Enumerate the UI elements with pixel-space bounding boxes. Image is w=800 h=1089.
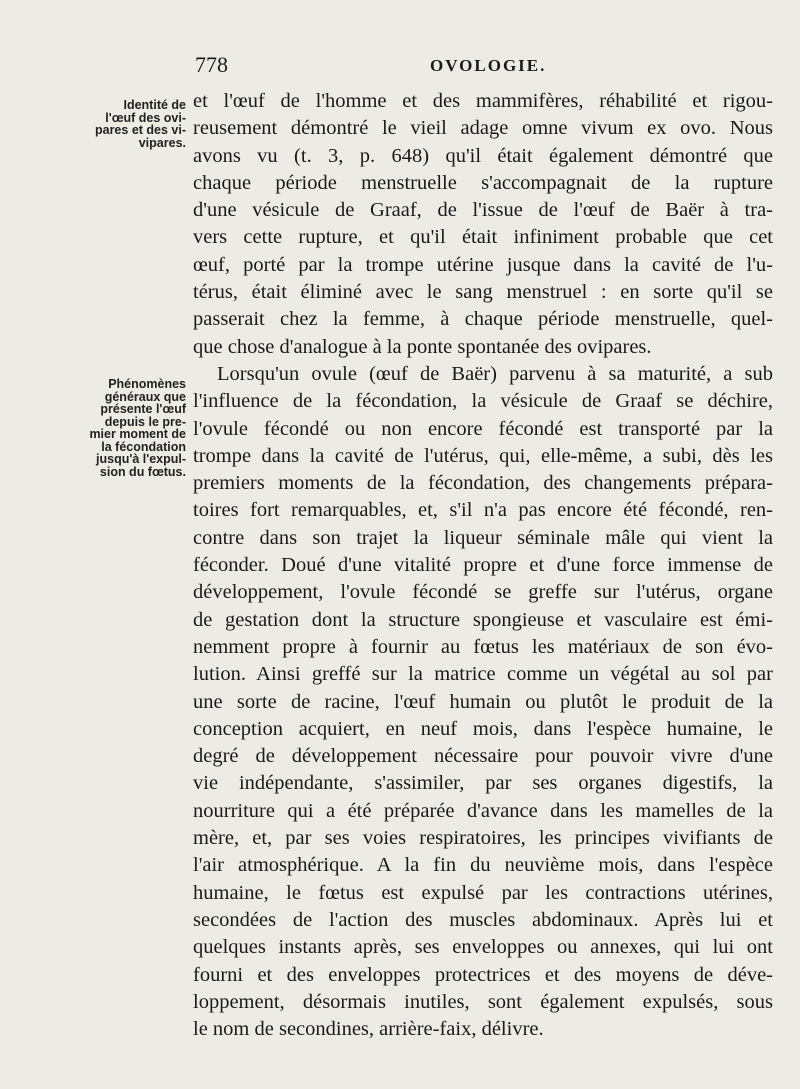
- text-line: fourni et des enveloppes protectrices et des moyens de déve-: [193, 963, 773, 986]
- text-line: d'une vésicule de Graaf, de l'issue de l'œuf de Baër à tra-: [193, 199, 773, 222]
- text-line: l'ovule fécondé ou non encore fécondé est transporté par la: [193, 417, 773, 440]
- margin-note-line: vipares.: [138, 135, 186, 150]
- margin-note-line: Identité de: [123, 98, 186, 112]
- margin-note-line: l'œuf des ovi-: [105, 110, 186, 125]
- margin-note-identity: [76, 99, 186, 149]
- margin-note-phenomena: [76, 378, 186, 478]
- running-title: OVOLOGIE.: [430, 56, 547, 75]
- text-line: de gestation dont la structure spongieuse et vasculaire est émi-: [193, 608, 773, 631]
- text-line: nourriture qui a été préparée d'avance dans les mamelles de la: [193, 799, 773, 822]
- margin-note-line: généraux que: [104, 389, 186, 404]
- margin-note-line: pares et des vi-: [94, 123, 186, 137]
- text-line: vers cette rupture, et qu'il était infiniment probable que cet: [193, 226, 773, 249]
- text-line: quelques instants après, ses enveloppes ou annexes, qui lui ont: [193, 936, 773, 959]
- margin-note-line: mier moment de: [89, 427, 186, 441]
- margin-note-line: depuis le pre-: [104, 414, 186, 429]
- text-line: passerait chez la femme, à chaque période menstruelle, quel-: [193, 308, 773, 331]
- text-line: secondées de l'action des muscles abdominaux. Après lui et: [193, 908, 773, 931]
- text-line: féconder. Doué d'une vitalité propre et d'une force immense de: [193, 554, 773, 577]
- text-line: l'air atmosphérique. A la fin du neuvième mois, dans l'espèce: [193, 854, 773, 877]
- text-line: conception acquiert, en neuf mois, dans l'espèce humaine, le: [193, 717, 773, 740]
- text-line: humaine, le fœtus est expulsé par les contractions utérines,: [193, 881, 773, 904]
- body-text: [193, 88, 773, 1043]
- margin-note-line: présente l'œuf: [100, 402, 186, 416]
- text-line: nemment propre à fournir au fœtus les matériaux de son évo-: [193, 635, 773, 658]
- text-line: avons vu (t. 3, p. 648) qu'il était également démontré que: [193, 144, 773, 167]
- text-line: développement, l'ovule fécondé se greffe sur l'utérus, organe: [193, 581, 773, 604]
- text-line: reusement démontré le vieil adage omne vivum ex ovo. Nous: [193, 117, 773, 140]
- page-header: [195, 52, 785, 82]
- margin-note-line: sion du fœtus.: [99, 464, 186, 479]
- text-line: trompe dans la cavité de l'utérus, qui, elle-même, a subi, dès les: [193, 444, 773, 467]
- text-line: une sorte de racine, l'œuf humain ou plutôt le produit de la: [193, 690, 773, 713]
- text-line: l'influence de la fécondation, la vésicule de Graaf se déchire,: [193, 390, 773, 413]
- text-line: que chose d'analogue à la ponte spontanée des ovipares.: [193, 335, 652, 358]
- text-line: loppement, désormais inutiles, sont également expulsés, sous: [193, 990, 773, 1013]
- margin-note-line: la fécondation: [101, 439, 186, 454]
- text-line: Lorsqu'un ovule (œuf de Baër) parvenu à sa maturité, a sub: [217, 362, 773, 385]
- text-line: œuf, porté par la trompe utérine jusque dans la cavité de l'u-: [193, 253, 773, 276]
- text-line: contre dans son trajet la liqueur séminale mâle qui vient la: [193, 526, 773, 549]
- text-line: vie indépendante, s'assimiler, par ses organes digestifs, la: [193, 772, 773, 795]
- text-line: lution. Ainsi greffé sur la matrice comme un végétal au sol par: [193, 663, 773, 686]
- text-line: chaque période menstruelle s'accompagnait de la rupture: [193, 171, 773, 194]
- text-line: et l'œuf de l'homme et des mammifères, réhabilité et rigou-: [193, 90, 773, 112]
- text-line: toires fort remarquables, et, s'il n'a pas encore été fécondé, ren-: [193, 499, 773, 522]
- text-line: mère, et, par ses voies respiratoires, les principes vivifiants de: [193, 827, 773, 850]
- margin-note-line: Phénomènes: [108, 377, 186, 391]
- page-number: 778: [195, 52, 228, 77]
- margin-note-line: jusqu'à l'expul-: [96, 452, 186, 466]
- text-line: premiers moments de la fécondation, des changements prépara-: [193, 472, 773, 495]
- text-line: le nom de secondines, arrière-faix, délivre.: [193, 1018, 544, 1041]
- text-line: térus, était éliminé avec le sang menstruel : en sorte qu'il se: [193, 281, 773, 304]
- text-line: degré de développement nécessaire pour pouvoir vivre d'une: [193, 745, 773, 768]
